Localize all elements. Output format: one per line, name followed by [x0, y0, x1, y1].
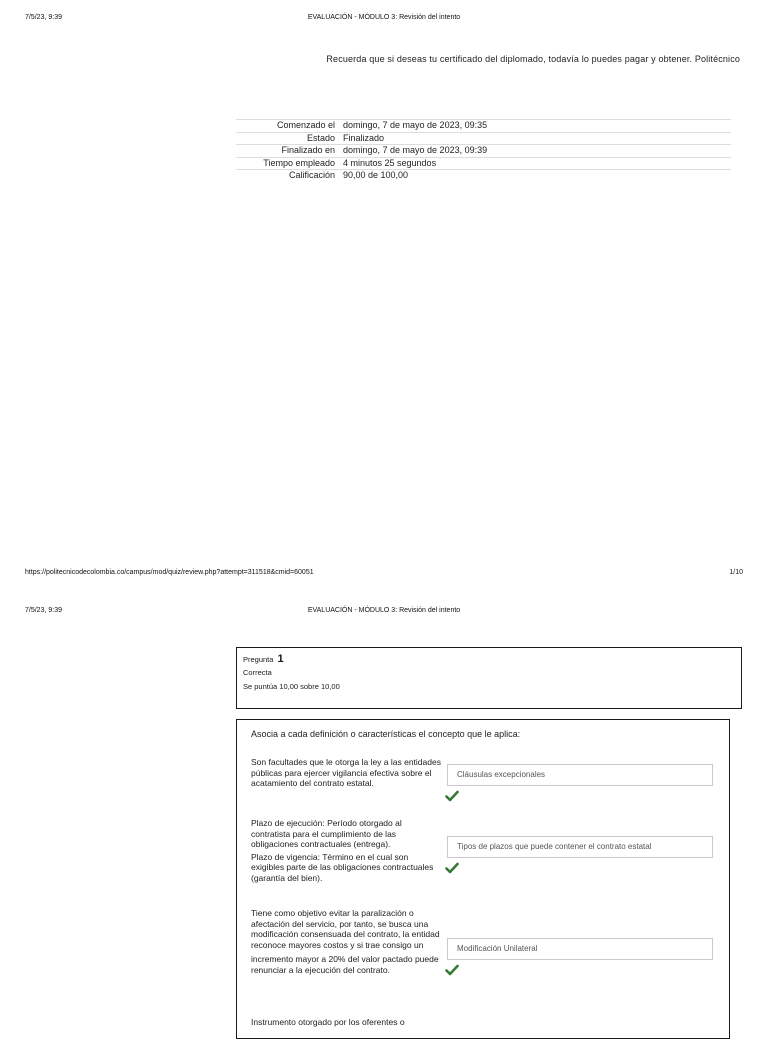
question-number-value: 1 [277, 653, 284, 665]
print-page-number: 1/10 [729, 569, 743, 576]
summary-row [236, 157, 731, 170]
match-answer-select[interactable]: Cláusulas excepcionales [447, 764, 713, 786]
check-icon [445, 964, 459, 976]
attempt-summary-table [236, 119, 731, 182]
summary-label: Finalizado en [236, 145, 339, 158]
definition-text: Instrumento otorgado por los oferentes o [251, 1017, 405, 1027]
certificate-notice: Recuerda que si deseas tu certificado del diplomado, todavía lo puedes pagar y obtener. Politécnico [326, 54, 740, 64]
summary-row [236, 132, 731, 145]
question-prompt: Asocia a cada definición o características el concepto que le aplica: [251, 729, 521, 739]
match-definition [251, 908, 443, 975]
print-title: EVALUACIÓN - MÓDULO 3: Revisión del intento [307, 14, 461, 21]
summary-row [236, 120, 731, 133]
summary-value: domingo, 7 de mayo de 2023, 09:35 [339, 120, 731, 133]
print-date: 7/5/23, 9:39 [25, 14, 62, 21]
question-status: Correcta [243, 668, 272, 677]
question-number [243, 652, 735, 666]
definition-text: Plazo de ejecución: Período otorgado al contratista para el cumplimiento de las obligaciones contractuales (entrega). [251, 818, 402, 849]
summary-row [236, 145, 731, 158]
summary-label: Calificación [236, 170, 339, 182]
summary-label: Comenzado el [236, 120, 339, 133]
match-definition [251, 1017, 443, 1028]
print-title: EVALUACIÓN - MÓDULO 3: Revisión del intento [307, 607, 461, 614]
summary-value: Finalizado [339, 132, 731, 145]
print-url[interactable]: https://politecnicodecolombia.co/campus/mod/quiz/review.php?attempt=311518&cmid=60051 [25, 569, 314, 576]
match-definition [251, 818, 443, 883]
print-date: 7/5/23, 9:39 [25, 607, 62, 614]
summary-label: Estado [236, 132, 339, 145]
match-answer-select[interactable]: Tipos de plazos que puede contener el contrato estatal [447, 836, 713, 858]
match-definition [251, 757, 443, 789]
summary-value: 4 minutos 25 segundos [339, 157, 731, 170]
definition-text: Son facultades que le otorga la ley a las entidades públicas para ejercer vigilancia efectiva sobre el acatamiento del contrato estatal. [251, 757, 441, 788]
question-score: Se puntúa 10,00 sobre 10,00 [243, 682, 340, 691]
definition-text: Tiene como objetivo evitar la paralización o afectación del servicio, por tanto, se busca una modificación consensuada del contrato, la entidad reconoce mayores costos y si trae consigo un [251, 908, 440, 950]
summary-value: domingo, 7 de mayo de 2023, 09:39 [339, 145, 731, 158]
question-label: Pregunta [243, 655, 274, 664]
definition-text: Plazo de vigencia: Término en el cual son exigibles parte de las obligaciones contractuales (garantía del bien). [251, 851, 434, 883]
check-icon [445, 862, 459, 874]
check-icon [445, 790, 459, 802]
summary-value: 90,00 de 100,00 [339, 170, 731, 182]
summary-row [236, 170, 731, 182]
summary-label: Tiempo empleado [236, 157, 339, 170]
question-info-box [236, 647, 742, 709]
definition-text: incremento mayor a 20% del valor pactado puede renunciar a la ejecución del contrato. [251, 954, 439, 975]
question-content-box [236, 719, 730, 1039]
match-answer-select[interactable]: Modificación Unilateral [447, 938, 713, 960]
